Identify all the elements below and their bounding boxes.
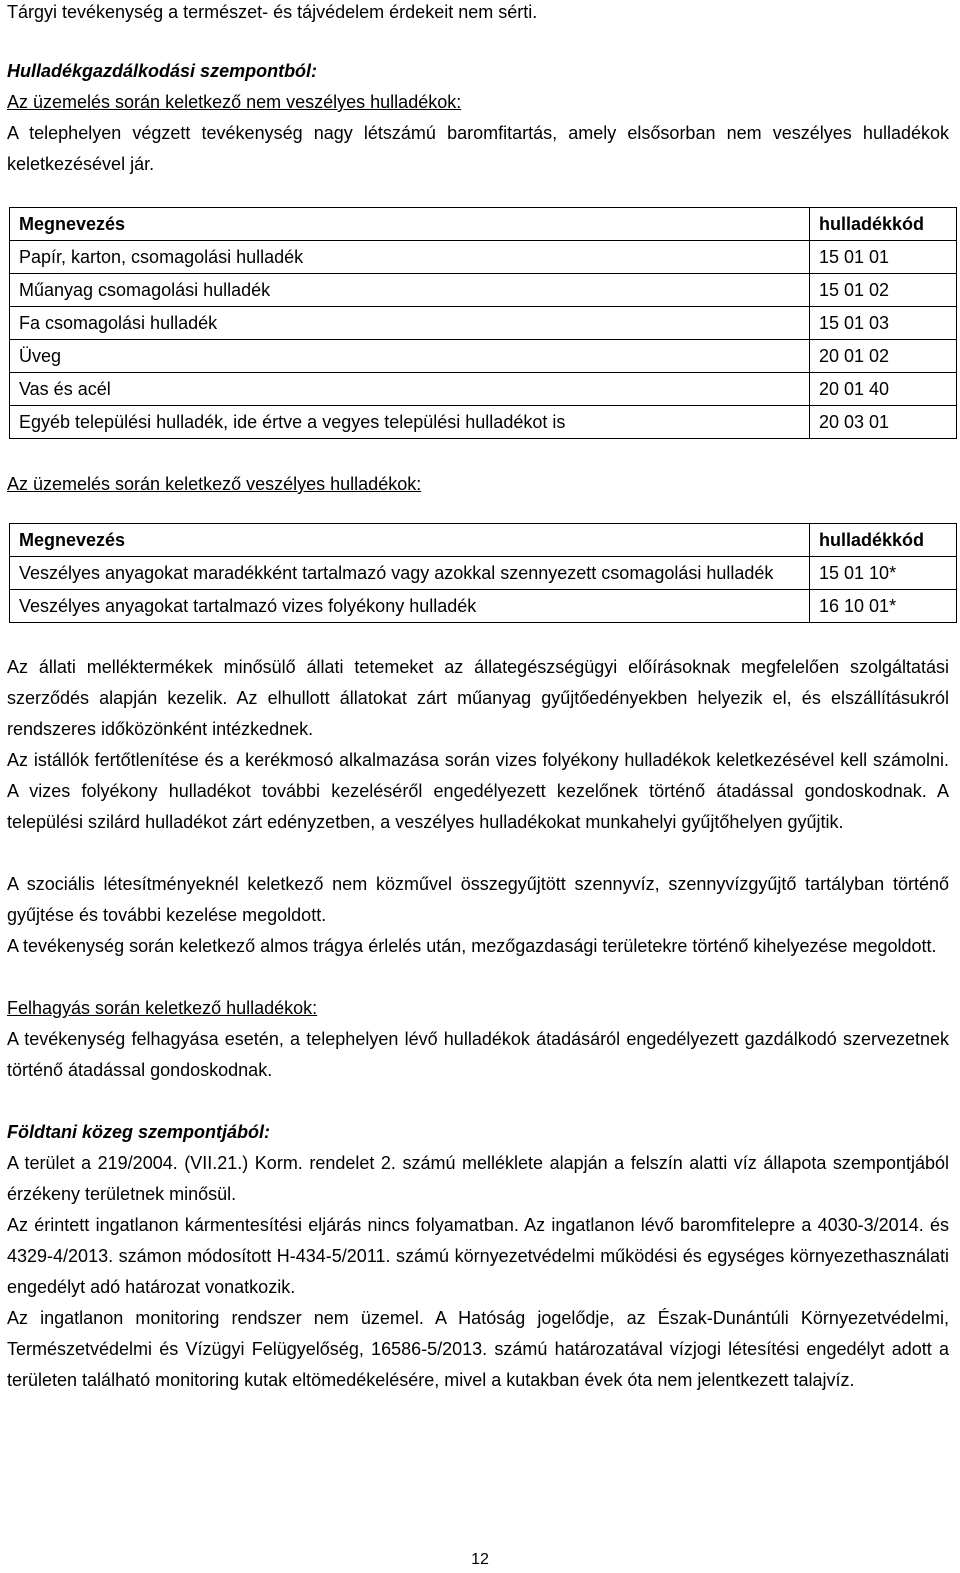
waste-code-cell: 20 01 40 [810,373,957,406]
page-number: 12 [471,1551,489,1568]
waste-name-cell: Papír, karton, csomagolási hulladék [10,241,810,274]
waste-name-cell: Veszélyes anyagokat tartalmazó vizes folyékony hulladék [10,590,810,623]
waste-name-cell: Egyéb települési hulladék, ide értve a vegyes települési hulladékot is [10,406,810,439]
waste-name-cell: Veszélyes anyagokat maradékként tartalmazó vagy azokkal szennyezett csomagolási hulladék [10,557,810,590]
table-header-row [10,524,957,557]
nonhazardous-subheading: Az üzemelés során keletkező nem veszélyes hulladékok: [7,92,462,112]
hazardous-subheading: Az üzemelés során keletkező veszélyes hulladékok: [7,474,422,494]
waste-code-cell: 15 01 10* [810,557,957,590]
column-header-name: Megnevezés [10,524,810,557]
nonhazardous-paragraph: A telephelyen végzett tevékenység nagy létszámú baromfitartás, amely elsősorban nem veszélyes hulladékok keletkezésével jár. [7,123,949,174]
document-page [7,0,949,1396]
table-row [10,373,957,406]
abandonment-subheading: Felhagyás során keletkező hulladékok: [7,998,318,1018]
waste-name-cell: Üveg [10,340,810,373]
waste-name-cell: Műanyag csomagolási hulladék [10,274,810,307]
table-row [10,274,957,307]
table-row [10,241,957,274]
nonhazardous-waste-table [9,207,957,439]
table-row [10,307,957,340]
wastewater-paragraph: Az istállók fertőtlenítése és a kerékmosó alkalmazása során vizes folyékony hulladékok keletkezésével kell számolni. A vizes folyékony hulladékot további kezeléséről engedélyezett kezelőnek történő átadással gondoskodnak. A települési szilárd hulladékot zárt edényzetben, a veszélyes hulladékokat munkahelyi gyűjtőhelyen gyűjtik. [7,750,949,832]
table-row [10,340,957,373]
column-header-code: hulladékkód [810,208,957,241]
table-header-row [10,208,957,241]
table-row [10,557,957,590]
geology-paragraph-1: A terület a 219/2004. (VII.21.) Korm. rendelet 2. számú melléklete alapján a felszín alatti víz állapota szempontjából érzékeny területnek minősül. [7,1153,949,1204]
waste-code-cell: 15 01 01 [810,241,957,274]
geology-paragraph-2: Az érintett ingatlanon kármentesítési eljárás nincs folyamatban. Az ingatlanon lévő baromfitelepre a 4030-3/2014. és 4329-4/2013. számon módosított H-434-5/2011. számú környezetvédelmi működési és egységes környezethasználati engedélyt adó határozat vonatkozik. [7,1215,949,1297]
waste-code-cell: 15 01 03 [810,307,957,340]
table-row [10,406,957,439]
table-row [10,590,957,623]
abandonment-paragraph: A tevékenység felhagyása esetén, a telephelyen lévő hulladékok átadásáról engedélyezett gazdálkodó szervezetnek történő átadással gondoskodnak. [7,1029,949,1080]
waste-name-cell: Fa csomagolási hulladék [10,307,810,340]
waste-code-cell: 20 01 02 [810,340,957,373]
waste-heading: Hulladékgazdálkodási szempontból: [7,61,318,81]
geology-heading: Földtani közeg szempontjából: [7,1122,271,1142]
hazardous-waste-table [9,523,957,623]
waste-code-cell: 20 03 01 [810,406,957,439]
geology-paragraph-3: Az ingatlanon monitoring rendszer nem üzemel. A Hatóság jogelődje, az Észak-Dunántúli Környezetvédelmi, Természetvédelmi és Vízügyi Felügyelőség, 16586-5/2013. számú határozatával vízjogi létesítési engedélyt adott a területen található monitoring kutak eltömedékelésére, mivel a kutakban évek óta nem jelentkezett talajvíz. [7,1308,949,1390]
waste-code-cell: 16 10 01* [810,590,957,623]
waste-code-cell: 15 01 02 [810,274,957,307]
column-header-name: Megnevezés [10,208,810,241]
column-header-code: hulladékkód [810,524,957,557]
intro-paragraph: Tárgyi tevékenység a természet- és tájvédelem érdekeit nem sérti. [7,2,538,22]
manure-paragraph: A tevékenység során keletkező almos trágya érlelés után, mezőgazdasági területekre történő kihelyezése megoldott. [7,936,937,956]
sewage-paragraph: A szociális létesítményeknél keletkező nem közművel összegyűjtött szennyvíz, szennyvízgyűjtő tartályban történő gyűjtése és további kezelése megoldott. [7,874,949,925]
carcass-paragraph: Az állati melléktermékek minősülő állati tetemeket az állategészségügyi előírásoknak megfelelően szolgáltatási szerződés alapján kezelik. Az elhullott állatokat zárt műanyag gyűjtőedényekben helyezik el, és elszállításukról rendszeres időközönként intézkednek. [7,657,949,739]
waste-name-cell: Vas és acél [10,373,810,406]
